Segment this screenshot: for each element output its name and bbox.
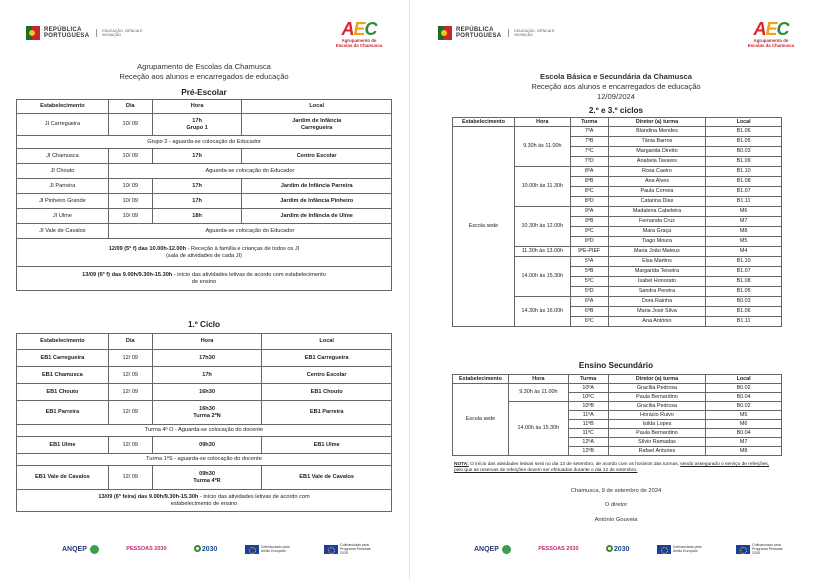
funding-footer: [474, 538, 788, 560]
secundario-heading: Ensino Secundário: [578, 361, 654, 370]
table-row: [17, 164, 392, 179]
class-cell: 12ºA: [568, 438, 608, 447]
notice-cell: Turma 1ºS - aguarda-se colocação do docente: [17, 454, 392, 466]
teacher-cell: Blandina Mendes: [608, 127, 706, 137]
class-cell: 10ºB: [568, 402, 608, 411]
republica-text: REPÚBLICA: [456, 26, 494, 33]
eu-flag-icon: [245, 545, 259, 554]
table-row: [17, 114, 392, 136]
establishment-cell: JI Chamusca: [17, 149, 109, 164]
pessoas-logo: PESSOAS 2030: [126, 546, 167, 552]
page-header: [26, 19, 388, 52]
class-cell: 6ºC: [570, 317, 608, 327]
teacher-cell: Ana Alves: [608, 177, 706, 187]
time-cell: 17h: [152, 367, 262, 384]
table-row: [17, 425, 392, 437]
establishment-cell: JI Chouto: [17, 164, 109, 179]
time-cell: 9.30h às 11.00h: [514, 127, 570, 167]
room-cell: B1.06: [706, 307, 782, 317]
establishment-cell: JI Ulme: [17, 209, 109, 224]
note-row: [17, 239, 392, 267]
establishment-cell: JI Vale de Cavalos: [17, 224, 109, 239]
aec-line1: Agrupamento de: [341, 38, 377, 43]
class-cell: 11ºB: [568, 420, 608, 429]
col-header: Diretor (a) turma: [608, 118, 706, 127]
nota-underlined: sendo assegurado o serviço de refeições, pelo que as reservas de refeições devem ser efetuadas durante o dia 12 de setembro.: [454, 462, 770, 473]
aec-logo: AEC Agrupamento de Escolas da Chamusca: [742, 20, 800, 48]
class-cell: 8ºA: [570, 167, 608, 177]
time-cell: 17h: [152, 194, 242, 209]
col-header: Diretor (a) turma: [608, 375, 706, 384]
class-cell: 7ºA: [570, 127, 608, 137]
table-row: [17, 367, 392, 384]
school-cell: Escola sede: [453, 127, 515, 327]
day-cell: 12/ 09: [108, 437, 152, 454]
room-cell: M8: [706, 227, 782, 237]
room-cell: B1.11: [706, 197, 782, 207]
class-cell: 11ºA: [568, 411, 608, 420]
ministry-text: EDUCAÇÃO, CIÊNCIA E INOVAÇÃO: [96, 29, 144, 37]
col-header: Turma: [568, 375, 608, 384]
eu-flag-icon: [736, 545, 750, 554]
school-cell: Escola sede: [453, 384, 509, 456]
class-cell: 5ºC: [570, 277, 608, 287]
day-cell: 12/ 09: [108, 350, 152, 367]
pre-escolar-heading: Pré-Escolar: [181, 88, 227, 97]
col-header: Hora: [152, 334, 262, 350]
note-row: [17, 490, 392, 512]
col-header: Estabelecimento: [17, 334, 109, 350]
table-row: [17, 350, 392, 367]
col-header: Dia: [108, 334, 152, 350]
class-cell: 8ºD: [570, 197, 608, 207]
republica-text: REPÚBLICA: [44, 26, 82, 33]
room-cell: B0.02: [706, 402, 782, 411]
doc-title: [434, 72, 798, 102]
portuguesa-text: PORTUGUESA: [456, 33, 502, 39]
notice-cell: Aguarda-se colocação do Educador: [108, 224, 391, 239]
signature-place: Chamusca, 9 de setembro de 2024: [570, 488, 662, 494]
note-date: 13/09 (6ª f) das 9.00h/9.30h-15.30h: [82, 272, 173, 279]
class-cell: 7ºB: [570, 137, 608, 147]
signature-role: O diretor: [604, 502, 628, 508]
room-cell: M6: [706, 420, 782, 429]
time-cell: 16h30 Turma 2ºN: [152, 401, 262, 425]
class-cell: 9ºA: [570, 207, 608, 217]
room-cell: B1.07: [706, 187, 782, 197]
table-row: [17, 454, 392, 466]
ciclos-table: [452, 117, 782, 327]
note-text: - início das atividades letivas de acordo com estabelecimento: [172, 272, 326, 279]
eu-cofinance-logo: Cofinanciado pela União Europeia: [657, 545, 709, 554]
portuguesa-text: PORTUGUESA: [44, 33, 90, 39]
col-header: Local: [706, 118, 782, 127]
republica-logo: [26, 26, 144, 40]
teacher-cell: Margarida Direito: [608, 147, 706, 157]
portugal2030-logo: 2030: [606, 545, 630, 553]
col-header: Turma: [570, 118, 608, 127]
time-cell: 17h Grupo 1: [152, 114, 242, 136]
time-cell: 14.00h às 15.30h: [514, 257, 570, 297]
room-cell: B1.10: [706, 257, 782, 267]
day-cell: 12/ 09: [108, 466, 152, 490]
teacher-cell: Madalena Cabeleira: [608, 207, 706, 217]
teacher-cell: Tiago Moura: [608, 237, 706, 247]
class-cell: 10ºC: [568, 393, 608, 402]
class-cell: 9ºC: [570, 227, 608, 237]
title-line1: Agrupamento de Escolas da Chamusca: [137, 62, 271, 71]
room-cell: B1.05: [706, 137, 782, 147]
room-cell: B1.08: [706, 177, 782, 187]
title-line2: Receção aos alunos e encarregados de educação: [119, 72, 289, 81]
table-row: [453, 384, 782, 393]
class-cell: 7ºD: [570, 157, 608, 167]
class-cell: 6ºB: [570, 307, 608, 317]
location-cell: EB1 Parreira: [262, 401, 392, 425]
eu-flag-icon: [657, 545, 671, 554]
notice-cell: Grupo 2 - aguarda-se colocação do Educador: [17, 136, 392, 149]
location-cell: EB1 Ulme: [262, 437, 392, 454]
ciclo1-heading: 1.º Ciclo: [187, 320, 221, 329]
eu-flag-icon: [324, 545, 338, 554]
room-cell: M5: [706, 237, 782, 247]
col-header: Hora: [514, 118, 570, 127]
day-cell: 12/ 09: [108, 367, 152, 384]
establishment-cell: JI Parreira: [17, 179, 109, 194]
note-text: estabelecimento de ensino: [170, 500, 238, 507]
title-date: 12/09/2024: [596, 92, 635, 101]
class-cell: 9ºD: [570, 237, 608, 247]
note-row: [17, 267, 392, 291]
note-date: 12/09 (5ª f) das 10.00h-12.00h: [108, 246, 187, 253]
eu-cofinance-logo: Cofinanciado pela União Europeia: [245, 545, 297, 554]
class-cell: 9ºE-PIEF: [570, 247, 608, 257]
green-dot-icon: [90, 545, 99, 554]
establishment-cell: EB1 Chouto: [17, 384, 109, 401]
teacher-cell: Gracília Pedrosa: [608, 402, 706, 411]
room-cell: B1.06: [706, 127, 782, 137]
title-line1: Escola Básica e Secundária da Chamusca: [540, 72, 692, 81]
room-cell: B1.10: [706, 167, 782, 177]
teacher-cell: Fernanda Cruz: [608, 217, 706, 227]
teacher-cell: Ana António: [608, 317, 706, 327]
room-cell: M6: [706, 207, 782, 217]
teacher-cell: Gracília Pedrosa: [608, 384, 706, 393]
table-row: [17, 466, 392, 490]
day-cell: 12/ 09: [108, 384, 152, 401]
col-header: Local: [262, 334, 392, 350]
room-cell: B0.02: [706, 384, 782, 393]
page-header: [438, 19, 800, 52]
room-cell: B1.11: [706, 317, 782, 327]
teacher-cell: Sílvio Ramadas: [608, 438, 706, 447]
time-cell: 09h30 Turma 4ºR: [152, 466, 262, 490]
table-row: [17, 437, 392, 454]
establishment-cell: JI Carregueira: [17, 114, 109, 136]
location-cell: EB1 Carregueira: [262, 350, 392, 367]
col-header: Local: [706, 375, 782, 384]
establishment-cell: EB1 Vale de Cavalos: [17, 466, 109, 490]
class-cell: 5ºB: [570, 267, 608, 277]
table-row: [17, 401, 392, 425]
teacher-cell: Paula Bernardino: [608, 429, 706, 438]
table-row: [17, 179, 392, 194]
aec-line1: Agrupamento de: [753, 38, 789, 43]
time-cell: 14.30h às 16.00h: [514, 297, 570, 327]
class-cell: 6ºA: [570, 297, 608, 307]
secundario-table: [452, 374, 782, 456]
establishment-cell: EB1 Parreira: [17, 401, 109, 425]
teacher-cell: Elsa Martins: [608, 257, 706, 267]
location-cell: Centro Escolar: [242, 149, 392, 164]
time-cell: 17h: [152, 149, 242, 164]
time-cell: 09h30: [152, 437, 262, 454]
room-cell: B1.09: [706, 157, 782, 167]
portugal-flag-icon: [26, 26, 40, 40]
page-divider: [409, 0, 410, 580]
class-cell: 7ºC: [570, 147, 608, 157]
room-cell: M8: [706, 447, 782, 456]
note-text: - Receção à família e crianças de todos os JI: [186, 246, 300, 253]
teacher-cell: Catarina Dias: [608, 197, 706, 207]
doc-title: [22, 62, 386, 82]
room-cell: B1.08: [706, 277, 782, 287]
room-cell: M5: [706, 411, 782, 420]
time-cell: 16h30: [152, 384, 262, 401]
class-cell: 12ºB: [568, 447, 608, 456]
table-row: [17, 384, 392, 401]
table-row: [17, 136, 392, 149]
teacher-cell: Isabel Honorato: [608, 277, 706, 287]
ministry-text: EDUCAÇÃO, CIÊNCIA E INOVAÇÃO: [508, 29, 556, 37]
table-row: [17, 224, 392, 239]
teacher-cell: Tânia Barros: [608, 137, 706, 147]
teacher-cell: Margarida Teixeira: [608, 267, 706, 277]
class-cell: 5ºD: [570, 287, 608, 297]
day-cell: 10/ 09: [108, 114, 152, 136]
time-cell: 9.30h às 11.00h: [508, 384, 568, 402]
class-cell: 8ºB: [570, 177, 608, 187]
room-cell: B0.03: [706, 147, 782, 157]
anqep-logo: ANQEP: [474, 545, 499, 553]
green-dot-icon: [502, 545, 511, 554]
teacher-cell: Dora Rainha: [608, 297, 706, 307]
location-cell: EB1 Vale de Cavalos: [262, 466, 392, 490]
aec-line2: Escolas da Chamusca: [335, 43, 383, 48]
aec-logo: AEC Agrupamento de Escolas da Chamusca: [330, 20, 388, 48]
room-cell: B1.05: [706, 287, 782, 297]
signature-name: António Gouveia: [594, 517, 638, 523]
day-cell: 10/ 09: [108, 149, 152, 164]
location-cell: Centro Escolar: [262, 367, 392, 384]
location-cell: EB1 Chouto: [262, 384, 392, 401]
notice-cell: Aguarda-se colocação do Educador: [108, 164, 391, 179]
location-cell: Jardim de Infância Parreira: [242, 179, 392, 194]
note-text: (sala de atividades de cada JI): [166, 252, 242, 259]
teacher-cell: Sandra Pereira: [608, 287, 706, 297]
col-header: Hora: [152, 100, 242, 114]
teacher-cell: Maria José Silva: [608, 307, 706, 317]
col-header: Hora: [508, 375, 568, 384]
republica-logo: [438, 26, 556, 40]
aec-line2: Escolas da Chamusca: [747, 43, 795, 48]
room-cell: B1.07: [706, 267, 782, 277]
note-date: 13/09 (6ª feira) das 9.00h/9.30h-15.30h: [98, 494, 199, 501]
ciclos-heading: 2.º e 3.º ciclos: [588, 106, 644, 115]
class-cell: 10ºA: [568, 384, 608, 393]
note-text: de ensino: [191, 278, 217, 285]
teacher-cell: Paula Correia: [608, 187, 706, 197]
time-cell: 17h30: [152, 350, 262, 367]
teacher-cell: Anabela Tavares: [608, 157, 706, 167]
class-cell: 5ºA: [570, 257, 608, 267]
table-row: [17, 194, 392, 209]
note-text: - início das atividades letivas de acordo com: [198, 494, 310, 501]
teacher-cell: Horácio Ruivo: [608, 411, 706, 420]
establishment-cell: EB1 Ulme: [17, 437, 109, 454]
pessoas-logo: PESSOAS 2030: [538, 546, 579, 552]
room-cell: M7: [706, 217, 782, 227]
time-cell: 17h: [152, 179, 242, 194]
location-cell: Jardim de Infância Carregueira: [242, 114, 392, 136]
col-header: Local: [242, 100, 392, 114]
time-cell: 10.30h às 12.00h: [514, 207, 570, 247]
room-cell: B0.03: [706, 297, 782, 307]
funding-footer: [62, 538, 376, 560]
eu-programme-logo: Cofinanciado pela Programa Pessoas 2030: [736, 543, 788, 555]
nota-text: O início das atividades letivas será no dia 13 de setembro, de acordo com os horários das turmas,: [468, 462, 681, 467]
location-cell: Jardim de Infância Pinheiro: [242, 194, 392, 209]
portugal-flag-icon: [438, 26, 452, 40]
table-row: [17, 149, 392, 164]
room-cell: M4: [706, 247, 782, 257]
left-page: [2, 6, 406, 576]
pre-escolar-table: [16, 99, 392, 291]
table-row: [453, 127, 782, 137]
day-cell: 10/ 09: [108, 209, 152, 224]
anqep-logo: ANQEP: [62, 545, 87, 553]
room-cell: M7: [706, 438, 782, 447]
day-cell: 10/ 09: [108, 179, 152, 194]
teacher-cell: Rafael Antunes: [608, 447, 706, 456]
establishment-cell: EB1 Carregueira: [17, 350, 109, 367]
col-header: Estabelecimento: [17, 100, 109, 114]
time-cell: 18h: [152, 209, 242, 224]
teacher-cell: Mara Graça: [608, 227, 706, 237]
portugal2030-logo: 2030: [194, 545, 218, 553]
location-cell: Jardim de Infância de Ulme: [242, 209, 392, 224]
notice-cell: Turma 4º O - Aguarda-se colocação do docente: [17, 425, 392, 437]
teacher-cell: Maria João Mateus: [608, 247, 706, 257]
table-row: [17, 209, 392, 224]
ciclo1-table: [16, 333, 392, 512]
teacher-cell: Rosa Caeiro: [608, 167, 706, 177]
establishment-cell: JI Pinheiro Grande: [17, 194, 109, 209]
time-cell: 10.00h às 11.30h: [514, 167, 570, 207]
room-cell: B0.04: [706, 393, 782, 402]
class-cell: 8ºC: [570, 187, 608, 197]
nota-paragraph: [454, 462, 774, 474]
eu-programme-logo: Cofinanciado pela Programa Pessoas 2030: [324, 543, 376, 555]
time-cell: 11.30h às 13.00h: [514, 247, 570, 257]
title-line2: Receção aos alunos e encarregados de educação: [531, 82, 701, 91]
teacher-cell: Isilda Lopes: [608, 420, 706, 429]
col-header: Estabelecimento: [453, 118, 515, 127]
nota-label: NOTA:: [454, 462, 469, 467]
right-page: [414, 6, 818, 576]
col-header: Dia: [108, 100, 152, 114]
class-cell: 11ºC: [568, 429, 608, 438]
teacher-cell: Paula Bernardino: [608, 393, 706, 402]
day-cell: 12/ 09: [108, 401, 152, 425]
time-cell: 14.00h às 15.30h: [508, 402, 568, 456]
establishment-cell: EB1 Chamusca: [17, 367, 109, 384]
room-cell: B0.04: [706, 429, 782, 438]
day-cell: 10/ 09: [108, 194, 152, 209]
col-header: Estabelecimento: [453, 375, 509, 384]
class-cell: 9ºB: [570, 217, 608, 227]
